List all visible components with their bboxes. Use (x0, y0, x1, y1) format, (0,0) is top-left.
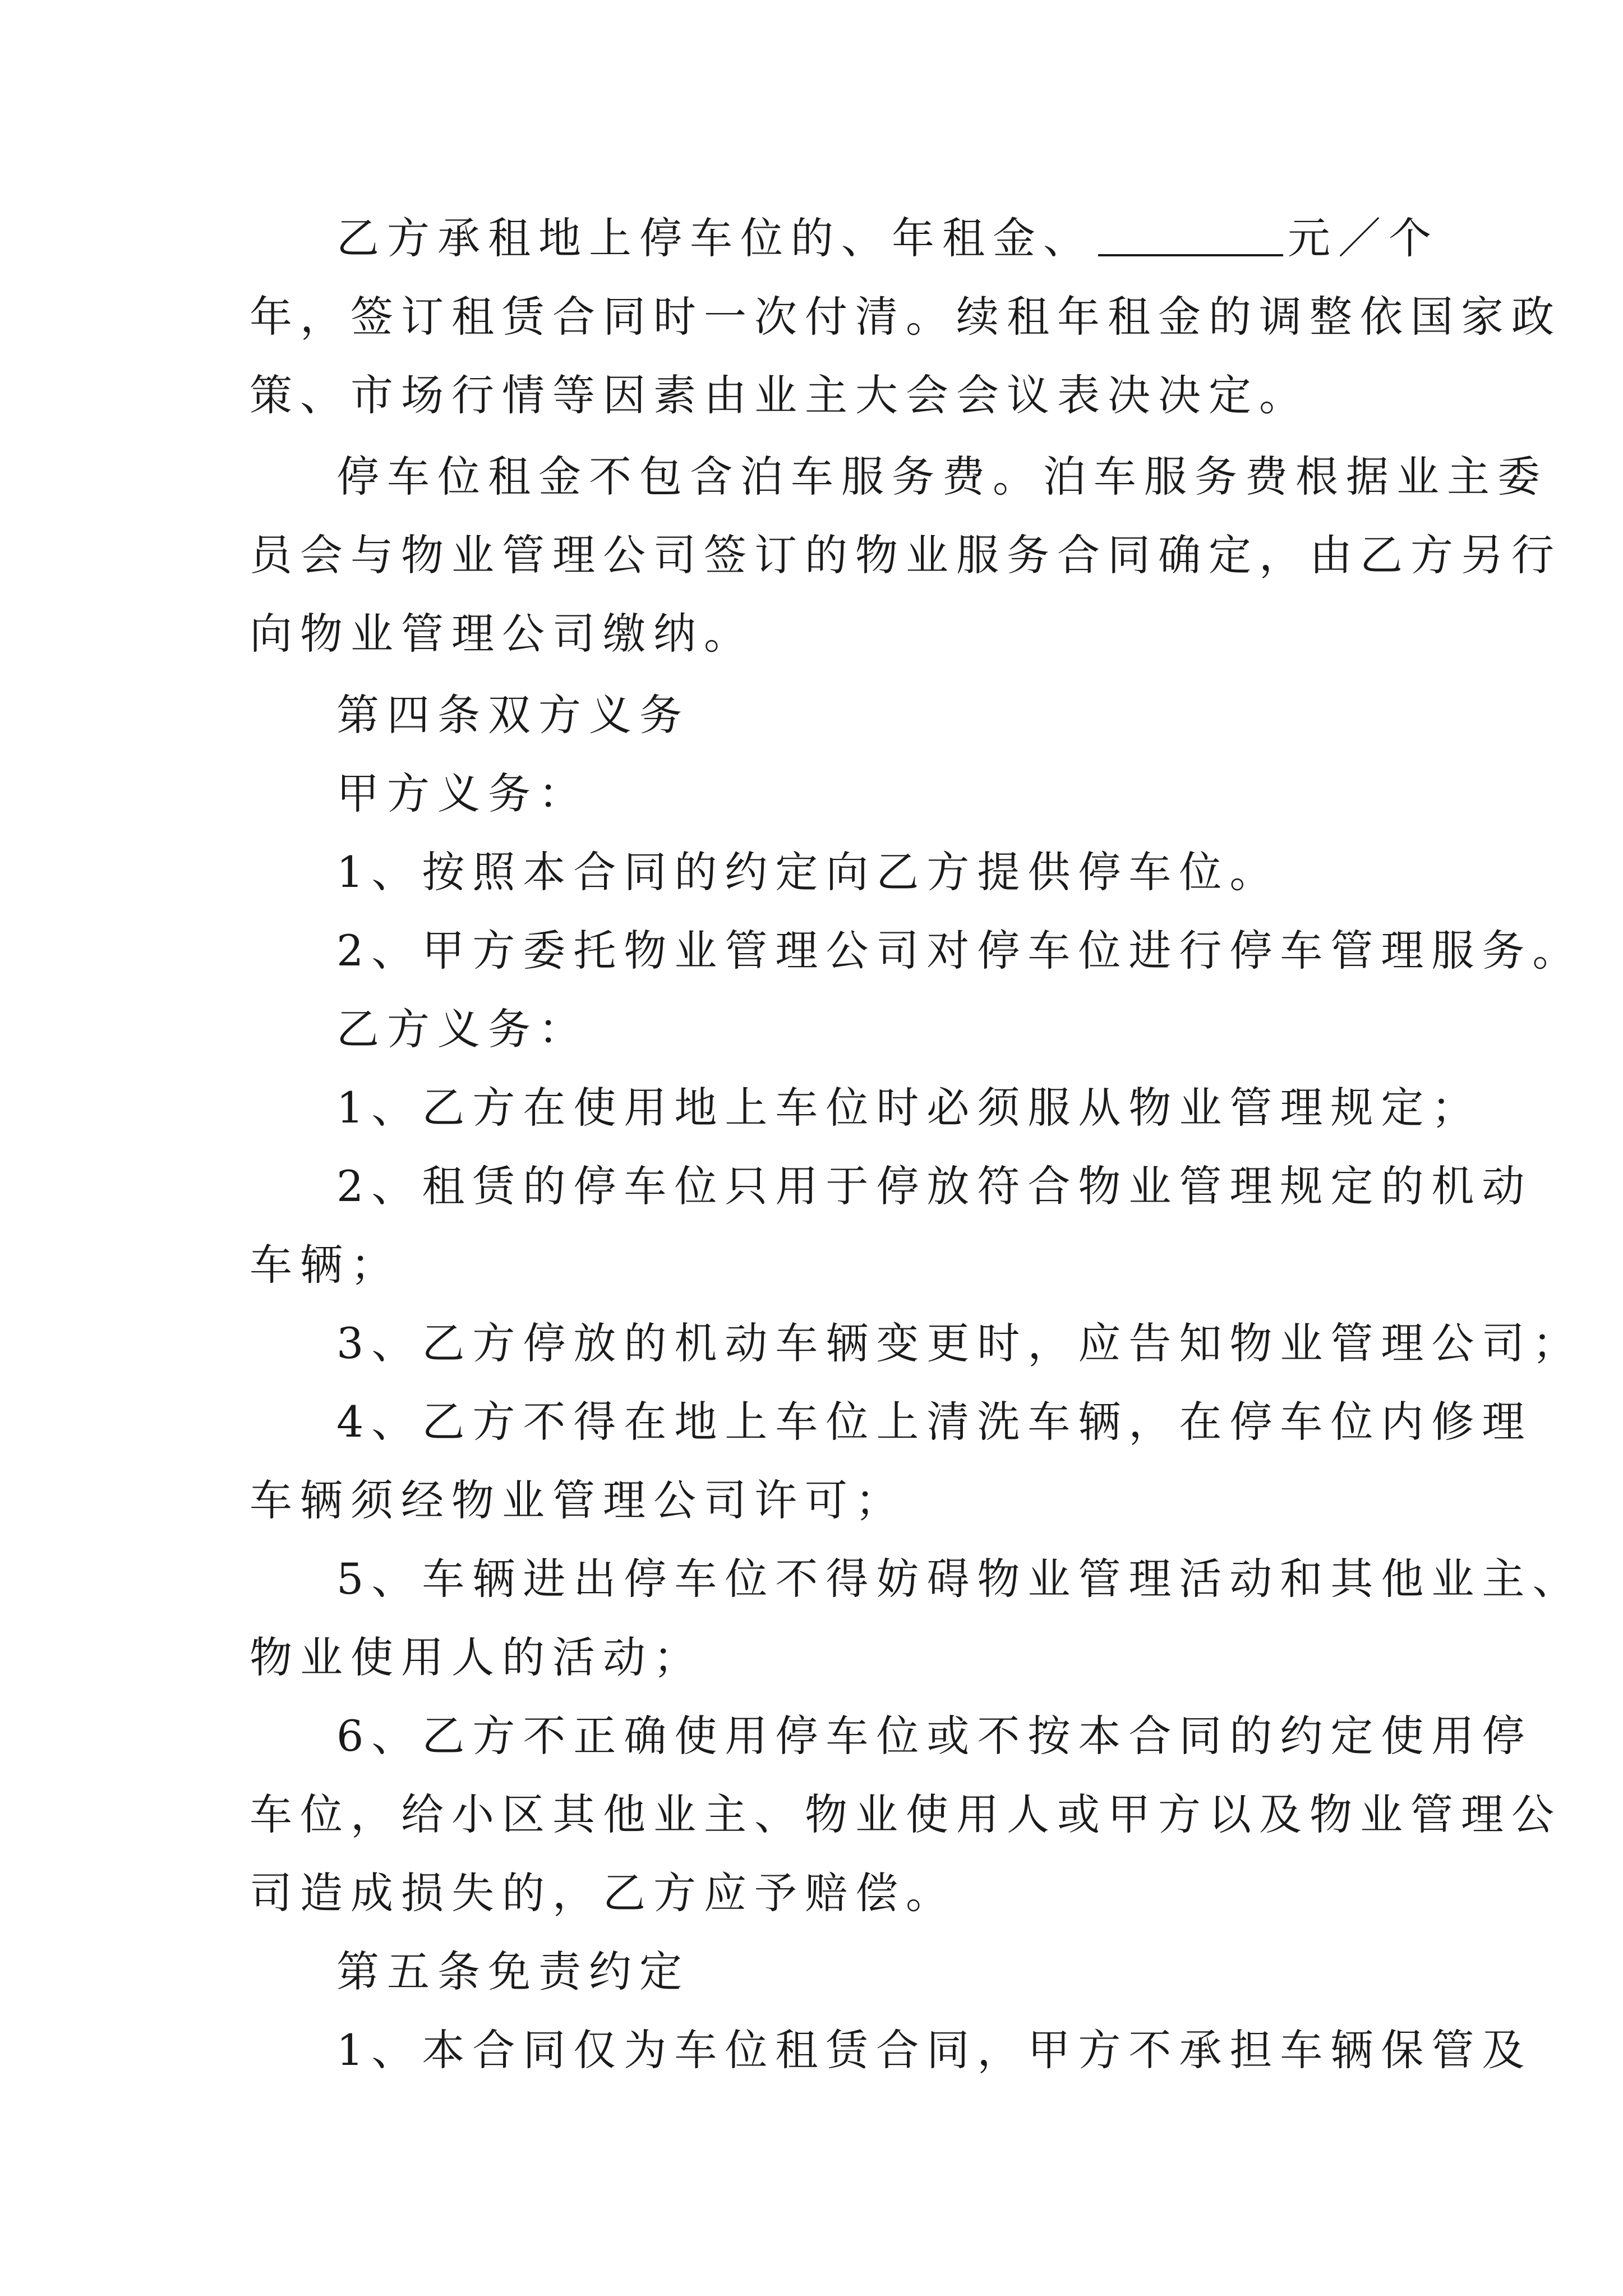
list-item-continuation: 司造成损失的，乙方应予赔偿。 (250, 1868, 956, 1918)
section-heading-article-4: 第四条双方义务 (336, 690, 690, 740)
list-item-continuation: 车辆； (250, 1240, 401, 1290)
list-item: 2、租赁的停车位只用于停放符合物业管理规定的机动 (336, 1161, 1533, 1211)
list-item: 4、乙方不得在地上车位上清洗车辆，在停车位内修理 (336, 1397, 1533, 1447)
list-item: 3、乙方停放的机动车辆变更时，应告知物业管理公司； (336, 1318, 1583, 1368)
subheading-party-a-obligations: 甲方义务： (336, 769, 589, 818)
subheading-party-b-obligations: 乙方义务： (336, 1004, 589, 1054)
paragraph-line-rent (336, 208, 1439, 269)
list-item: 2、甲方委托物业管理公司对停车位进行停车管理服务。 (336, 926, 1583, 976)
rent-amount-blank (1098, 215, 1283, 256)
rent-text: 乙方承租地上停车位的、年租金、 (336, 213, 1094, 263)
rent-unit: 元／个 (1288, 213, 1439, 263)
paragraph-line: 策、市场行情等因素由业主大会会议表决决定。 (250, 370, 1310, 420)
list-item-continuation: 车辆须经物业管理公司许可； (250, 1475, 906, 1525)
list-item: 6、乙方不正确使用停车位或不按本合同的约定使用停 (336, 1711, 1533, 1761)
paragraph-line: 停车位租金不包含泊车服务费。泊车服务费根据业主委 (336, 452, 1548, 501)
list-item: 5、车辆进出停车位不得妨碍物业管理活动和其他业主、 (336, 1554, 1583, 1604)
section-heading-article-5: 第五条免责约定 (336, 1947, 690, 1996)
list-item: 1、乙方在使用地上车位时必须服从物业管理规定； (336, 1083, 1482, 1133)
list-item-continuation: 车位，给小区其他业主、物业使用人或甲方以及物业管理公 (250, 1789, 1562, 1839)
list-item: 1、本合同仅为车位租赁合同，甲方不承担车辆保管及 (336, 2025, 1533, 2075)
paragraph-line: 年，签订租赁合同时一次付清。续租年租金的调整依国家政 (250, 292, 1562, 342)
paragraph-line: 向物业管理公司缴纳。 (250, 609, 754, 659)
list-item-continuation: 物业使用人的活动； (250, 1632, 704, 1682)
list-item: 1、按照本合同的约定向乙方提供停车位。 (336, 847, 1280, 897)
paragraph-line: 员会与物业管理公司签订的物业服务合同确定，由乙方另行 (250, 530, 1562, 580)
